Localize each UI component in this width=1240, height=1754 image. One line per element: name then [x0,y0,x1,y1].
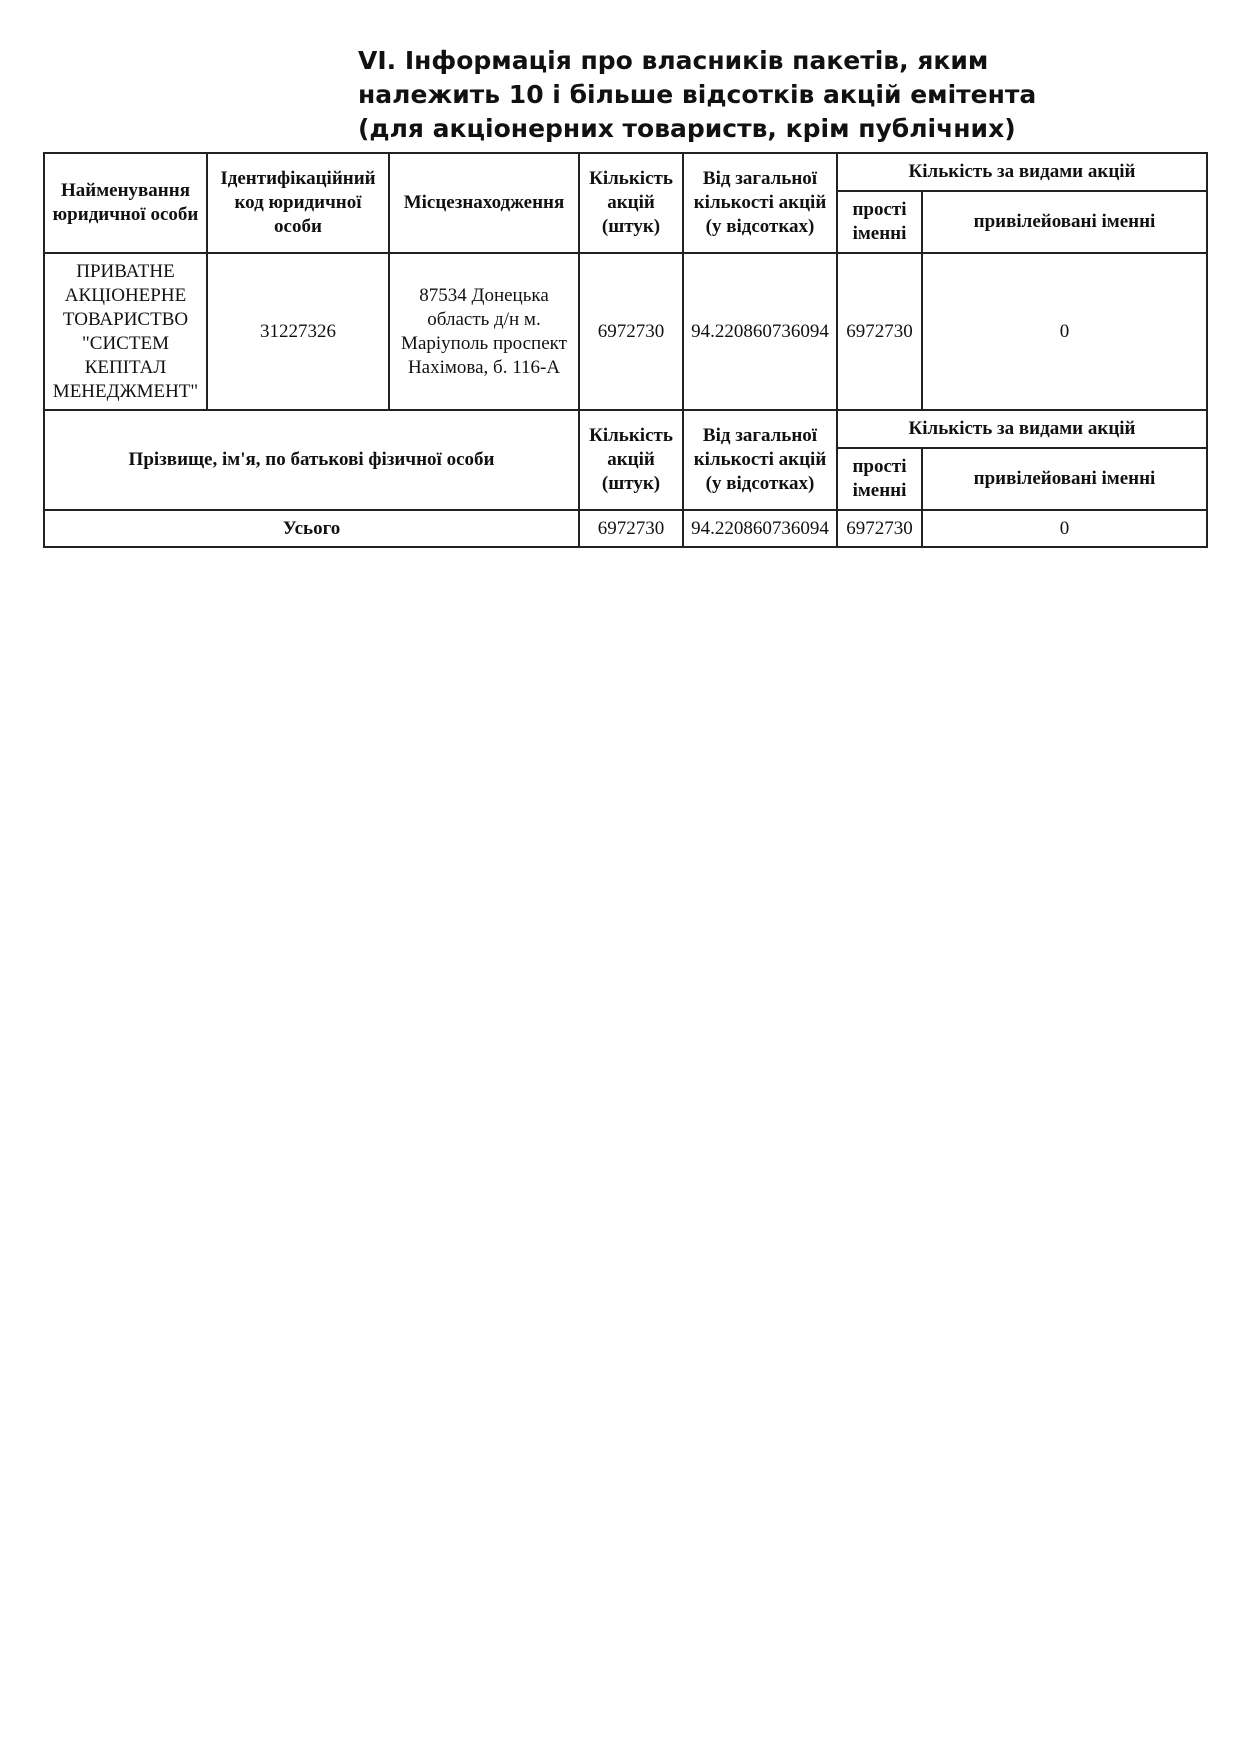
preferred-cell: 0 [922,253,1207,410]
header-person-by-type: Кількість за видами акцій [837,410,1207,448]
title-line-3: (для акціонерних товариств, крім публічних) [358,114,1016,143]
common-cell: 6972730 [837,253,922,410]
shares-cell: 6972730 [579,253,683,410]
table-row [44,253,1207,410]
legal-code-cell: 31227326 [207,253,389,410]
header-person-shares: Кількість акцій (штук) [579,410,683,510]
total-shares: 6972730 [579,510,683,547]
header-percent: Від загальної кількості акцій (у відсотках) [683,153,837,253]
section-title [358,44,1078,146]
shareholders-table [43,152,1208,548]
header-legal-code: Ідентифікаційний код юридичної особи [207,153,389,253]
location-cell: 87534 Донецька область д/н м. Маріуполь проспект Нахімова, б. 116-А [389,253,579,410]
header-person-percent: Від загальної кількості акцій (у відсотках) [683,410,837,510]
legal-name-cell: ПРИВАТНЕ АКЦІОНЕРНЕ ТОВАРИСТВО "СИСТЕМ КЕПІТАЛ МЕНЕДЖМЕНТ" [44,253,207,410]
header-person-common: прості іменні [837,448,922,510]
header-person-preferred: привілейовані іменні [922,448,1207,510]
total-row [44,510,1207,547]
header-preferred: привілейовані іменні [922,191,1207,253]
header-location: Місцезнаходження [389,153,579,253]
header-legal-name: Найменування юридичної особи [44,153,207,253]
title-line-1: VI. Інформація про власників пакетів, яким [358,46,989,75]
header-person-name: Прізвище, ім'я, по батькові фізичної особи [44,410,579,510]
total-preferred: 0 [922,510,1207,547]
header-by-type: Кількість за видами акцій [837,153,1207,191]
total-percent: 94.220860736094 [683,510,837,547]
total-label: Усього [44,510,579,547]
title-line-2: належить 10 і більше відсотків акцій емітента [358,80,1037,109]
total-common: 6972730 [837,510,922,547]
header-shares: Кількість акцій (штук) [579,153,683,253]
percent-cell: 94.220860736094 [683,253,837,410]
header-common: прості іменні [837,191,922,253]
